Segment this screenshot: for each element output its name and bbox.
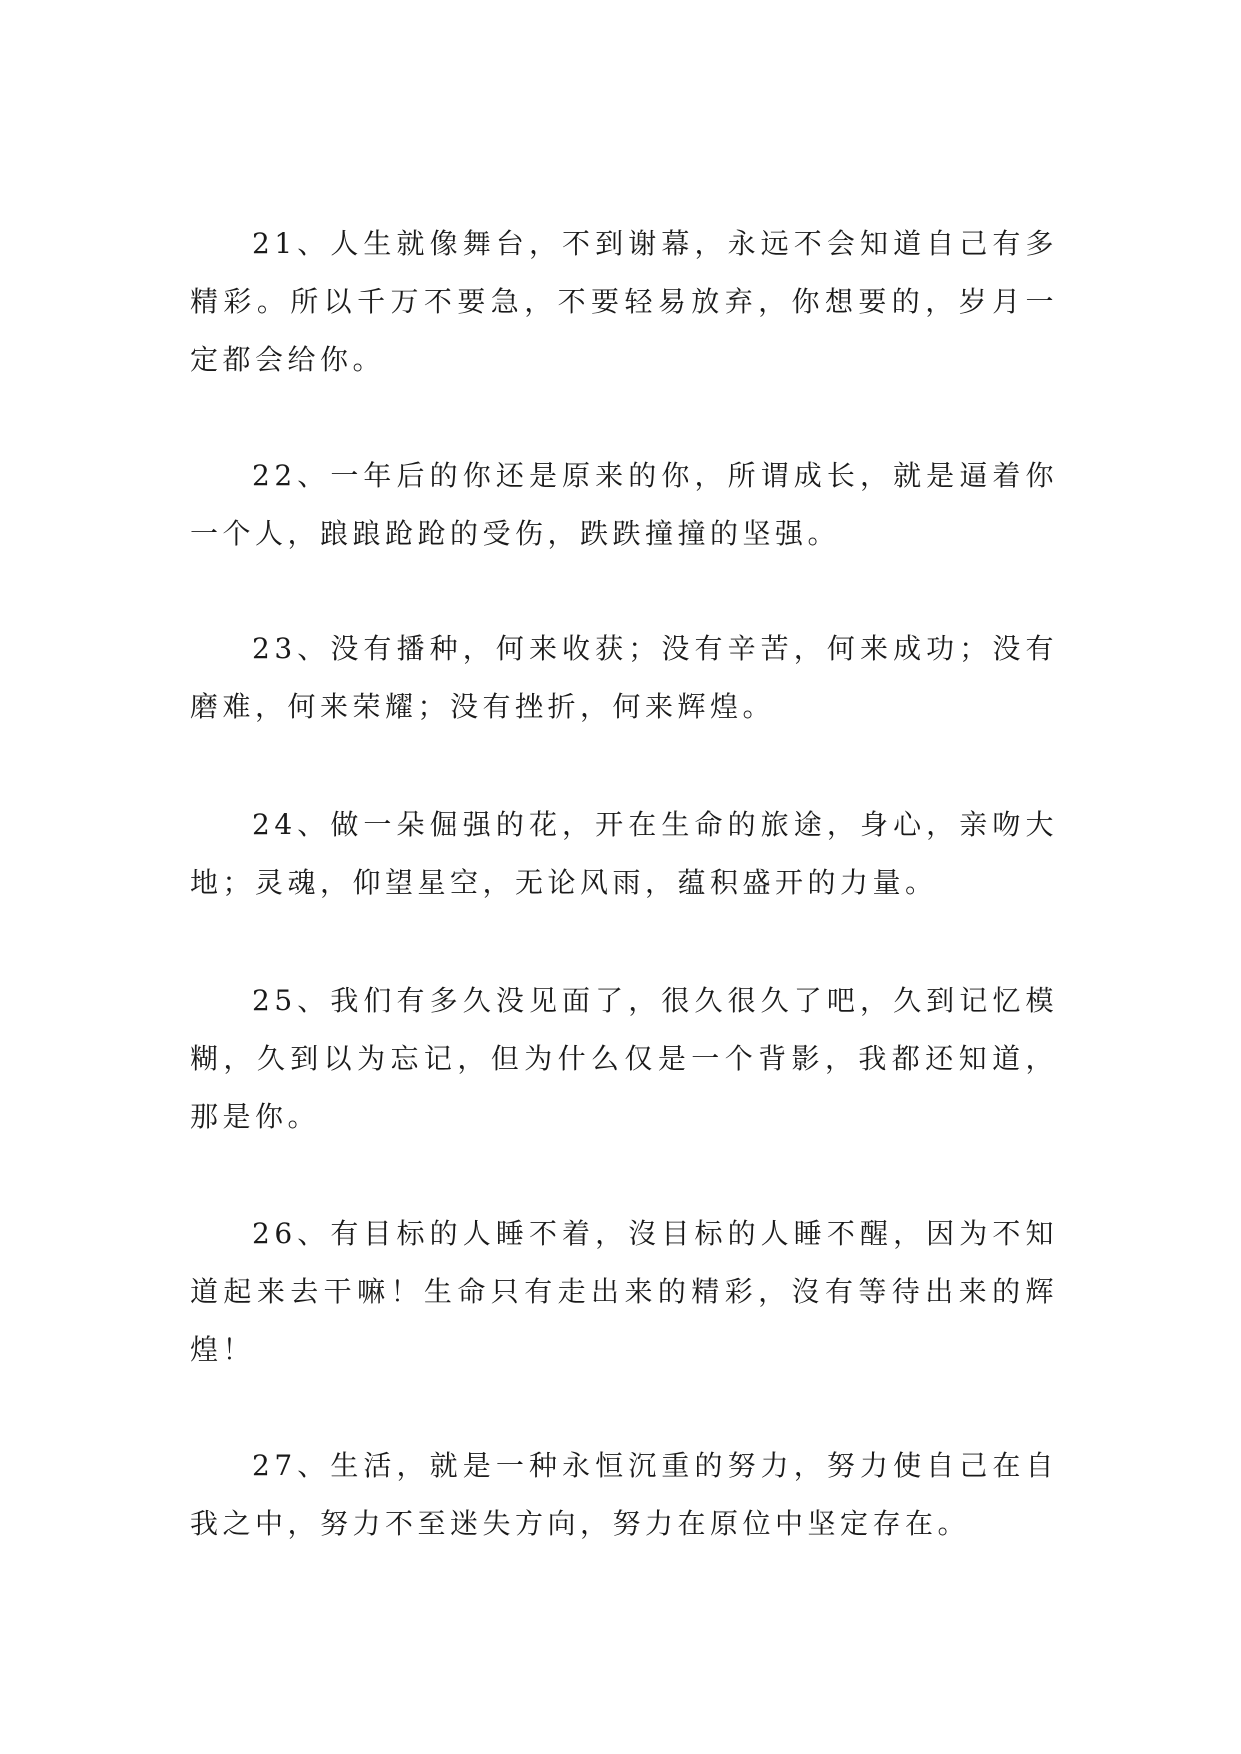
quote-paragraph-27: 27、生活，就是一种永恒沉重的努力，努力使自己在自我之中，努力不至迷失方向，努力在原位中坚定存在。: [190, 1449, 1058, 1540]
quote-paragraph-23: 23、没有播种，何来收获；没有辛苦，何来成功；没有磨难，何来荣耀；没有挫折，何来辉煌。: [190, 632, 1058, 723]
quote-paragraph-26: 26、有目标的人睡不着，沒目标的人睡不醒，因为不知道起来去干嘛！生命只有走出来的精彩，沒有等待出来的辉煌！: [190, 1217, 1058, 1366]
quote-paragraph-25: 25、我们有多久没见面了，很久很久了吧，久到记忆模糊，久到以为忘记，但为什么仅是一个背影，我都还知道，那是你。: [190, 984, 1058, 1133]
quote-paragraph-24: 24、做一朵倔强的花，开在生命的旅途，身心，亲吻大地；灵魂，仰望星空，无论风雨，蕴积盛开的力量。: [190, 808, 1058, 899]
quote-paragraph-21: 21、人生就像舞台，不到谢幕，永远不会知道自己有多精彩。所以千万不要急，不要轻易放弃，你想要的，岁月一定都会给你。: [190, 227, 1058, 376]
quote-paragraph-22: 22、一年后的你还是原来的你，所谓成长，就是逼着你一个人，踉踉跄跄的受伤，跌跌撞撞的坚强。: [190, 459, 1058, 550]
document-page: [190, 0, 1058, 1754]
